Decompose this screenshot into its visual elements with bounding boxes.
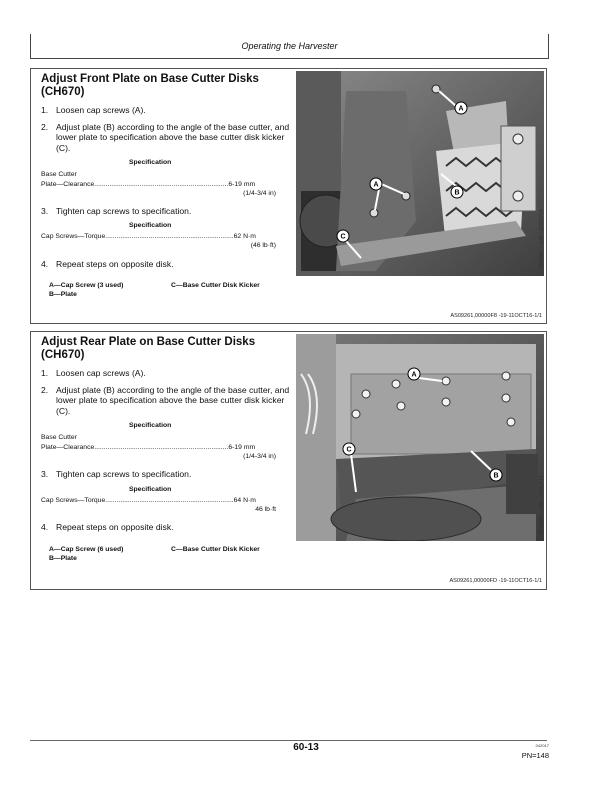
callout-b: B [454, 189, 460, 197]
date-code: 042017 [535, 743, 549, 748]
legend-left: A—Cap Screw (6 used) B—Plate [49, 546, 124, 562]
spec-item: Base Cutter [41, 434, 77, 441]
legend-left: A—Cap Screw (3 used) B—Plate [49, 282, 124, 298]
rear-plate-photo [296, 334, 544, 541]
spec-torque: Cap Screws—Torque....................................................................62 N·m [41, 233, 256, 240]
section-title: Adjust Front Plate on Base Cutter Disks (CH670) [41, 73, 259, 98]
callout-c: C [340, 233, 346, 241]
section-front-plate [30, 68, 547, 324]
page-number: 60-13 [293, 742, 319, 753]
spec-heading: Specification [129, 222, 172, 229]
callout-b: B [493, 472, 499, 480]
callout-a: A [373, 181, 379, 189]
header-title: Operating the Harvester [241, 41, 338, 51]
image-code: T874847 —UN—20SEP16 [539, 209, 545, 269]
page-header [30, 34, 549, 59]
step-2: 2. Adjust plate (B) according to the angle of the base cutter, and lower plate to specification above the base cutter disk kicker (C). [41, 122, 290, 153]
section-rear-plate [30, 331, 547, 590]
spec-heading: Specification [129, 159, 172, 166]
step-1: 1. Loosen cap screws (A). [41, 368, 146, 378]
spec-clearance-alt: (1/4-3/4 in) [243, 453, 276, 460]
spec-clearance: Plate—Clearance.......................................................................6-19 mm [41, 181, 256, 188]
spec-item: Base Cutter [41, 171, 77, 178]
legend-right: C—Base Cutter Disk Kicker [171, 282, 260, 289]
image-code: T874848 —UN—20SEP16 [539, 475, 545, 535]
spec-torque-alt: (46 lb·ft) [250, 242, 276, 249]
spec-torque: Cap Screws—Torque....................................................................64 N·m [41, 497, 256, 504]
front-plate-photo [296, 71, 544, 276]
callout-a: A [458, 105, 464, 113]
reference-code: AS09261,00000FD -19-11OCT16-1/1 [449, 578, 542, 584]
callout-a: A [411, 371, 417, 379]
pn-number: PN=148 [521, 751, 549, 760]
spec-heading: Specification [129, 422, 172, 429]
step-4: 4. Repeat steps on opposite disk. [41, 259, 174, 269]
spec-clearance-alt: (1/4-3/4 in) [243, 190, 276, 197]
spec-heading: Specification [129, 486, 172, 493]
step-1: 1. Loosen cap screws (A). [41, 105, 146, 115]
spec-torque-alt: 46 lb·ft [255, 506, 276, 513]
step-4: 4. Repeat steps on opposite disk. [41, 522, 174, 532]
step-3: 3. Tighten cap screws to specification. [41, 206, 192, 216]
step-3: 3. Tighten cap screws to specification. [41, 469, 192, 479]
spec-clearance: Plate—Clearance.......................................................................6-19 mm [41, 444, 256, 451]
reference-code: AS09261,00000F8 -19-11OCT16-1/1 [450, 313, 542, 319]
section-title: Adjust Rear Plate on Base Cutter Disks (CH670) [41, 336, 256, 361]
footer-rule [30, 740, 547, 741]
callout-c: C [346, 446, 352, 454]
step-2: 2. Adjust plate (B) according to the angle of the base cutter, and lower plate to specification above the base cutter disk kicker (C). [41, 385, 290, 416]
legend-right: C—Base Cutter Disk Kicker [171, 546, 260, 553]
